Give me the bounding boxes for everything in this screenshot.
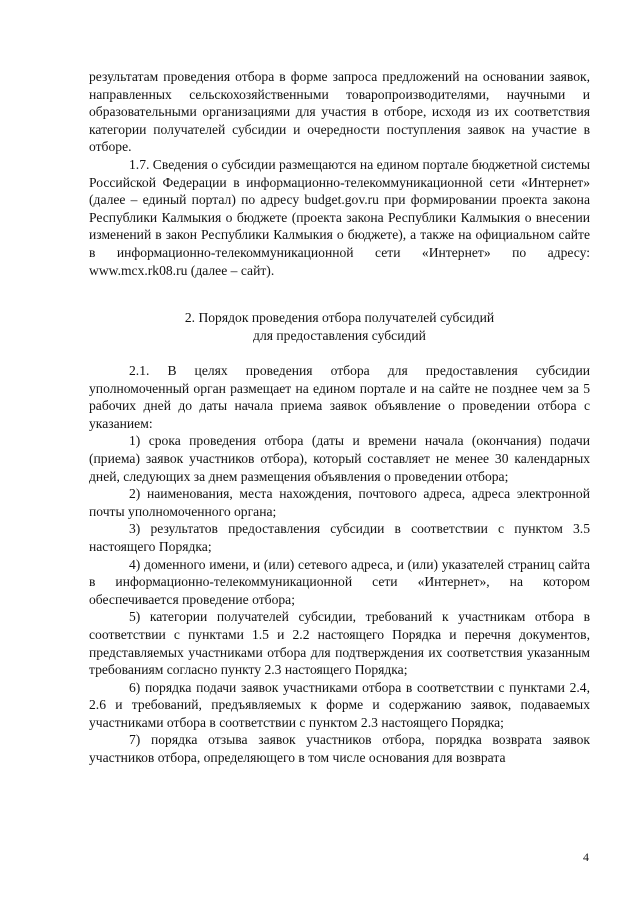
- page-number: 4: [583, 850, 589, 864]
- list-item-6: 6) порядка подачи заявок участниками отбора в соответствии с пунктами 2.4, 2.6 и требований, предъявляемых к форме и содержанию заявок, подаваемых участниками отбора в соответствии с пунктом 2.3 настоящего Порядка;: [89, 679, 590, 730]
- section-heading-line-1: 2. Порядок проведения отбора получателей субсидий: [184, 310, 495, 325]
- list-item-4: 4) доменного имени, и (или) сетевого адреса, и (или) указателей страниц сайта в информационно-телекоммуникационной сети «Интернет», на котором обеспечивается проведение отбора;: [89, 556, 590, 607]
- list-item-7: 7) порядка отзыва заявок участников отбора, порядка возврата заявок участников отбора, определяющего в том числе основания для возврата: [89, 732, 590, 766]
- list-item-1: 1) срока проведения отбора (даты и времени начала (окончания) подачи (приема) заявок участников отбора), который составляет не менее 30 календарных дней, следующих за днем размещения объявления о проведении отбора;: [89, 433, 590, 484]
- list-item-2: 2) наименования, места нахождения, почтового адреса, адреса электронной почты уполномоченного органа;: [89, 486, 590, 519]
- list-item-3: 3) результатов предоставления субсидии в соответствии с пунктом 3.5 настоящего Порядка;: [89, 521, 590, 554]
- paragraph-1-7: 1.7. Сведения о субсидии размещаются на едином портале бюджетной системы Российской Федерации в информационно-телекоммуникационной сети «Интернет» (далее – единый портал) по адресу budget.gov.ru при формировании проекта закона Республики Калмыкия о бюджете (проекта закона Республики Калмыкия о внесении изменений в закон Республики Калмыкия о бюджете), а также на официальном сайте в информационно-телекоммуникационной сети «Интернет» по адресу: www.mcx.rk08.ru (далее – сайт).: [89, 156, 590, 278]
- section-body: [89, 362, 590, 767]
- intro-text-block: [89, 68, 590, 279]
- paragraph-continuation: результатам проведения отбора в форме запроса предложений на основании заявок, направленных сельскохозяйственными товаропроизводителями, научными и образовательными организациями для участия в отборе, исходя из их соответствия категории получателей субсидии и очередности поступления заявок на участие в отборе.: [89, 69, 590, 155]
- section-heading: [89, 309, 590, 345]
- paragraph-2-1: 2.1. В целях проведения отбора для предоставления субсидии уполномоченный орган размещает на едином портале и на сайте не позднее чем за 5 рабочих дней до даты начала приема заявок объявление о проведении отбора с указанием:: [89, 363, 590, 431]
- list-item-5: 5) категории получателей субсидии, требований к участникам отбора в соответствии с пунктами 1.5 и 2.2 настоящего Порядка и перечня документов, представляемых участниками отбора для подтверждения их соответствия указанным требованиям согласно пункту 2.3 настоящего Порядка;: [89, 609, 590, 678]
- section-heading-line-2: для предоставления субсидий: [253, 328, 426, 343]
